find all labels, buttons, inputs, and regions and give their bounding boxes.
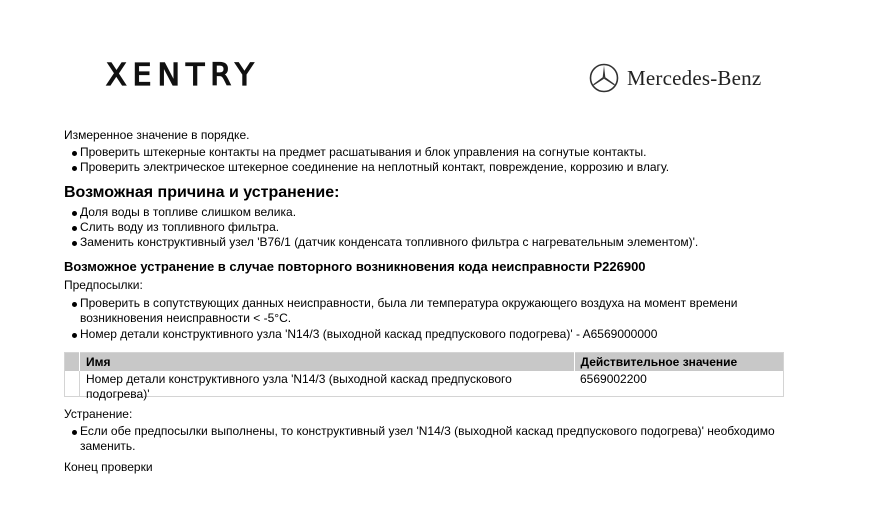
mercedes-benz-logo bbox=[589, 62, 761, 94]
fix-label: Устранение: bbox=[64, 407, 133, 421]
table-header-row bbox=[65, 353, 784, 372]
diagnostic-content bbox=[64, 128, 794, 475]
brand-name: Mercedes-Benz bbox=[627, 66, 762, 90]
cause-heading: Возможная причина и устранение: bbox=[64, 184, 340, 201]
row-gutter-header bbox=[65, 353, 80, 372]
mercedes-star-icon bbox=[589, 63, 619, 93]
cause-list bbox=[64, 205, 794, 250]
end-of-check-text: Конец проверки bbox=[64, 460, 153, 474]
list-item: Если обе предпосылки выполнены, то конструктивный узел 'N14/3 (выходной каскад предпускового подогрева)' необходимо заменить. bbox=[64, 424, 794, 454]
column-header-name: Имя bbox=[80, 353, 575, 372]
row-gutter[interactable] bbox=[65, 371, 80, 397]
check-list bbox=[64, 145, 794, 175]
recurrence-heading: Возможное устранение в случае повторного возникновения кода неисправности P226900 bbox=[64, 259, 646, 274]
cell-text: Номер детали конструктивного узла 'N14/3 (выходной каскад предпускового подогрева)' bbox=[86, 372, 512, 401]
prereq-list bbox=[64, 296, 794, 342]
list-item: Номер детали конструктивного узла 'N14/3 (выходной каскад предпускового подогрева)' - A6569000000 bbox=[64, 327, 794, 342]
table-cell-value: 6569002200 bbox=[580, 372, 647, 386]
table-row[interactable] bbox=[65, 371, 784, 397]
table-cell-name bbox=[80, 371, 575, 401]
list-item: Проверить в сопутствующих данных неисправности, была ли температура окружающего воздуха на момент времени возникновения неисправности < -5°C. bbox=[64, 296, 794, 326]
list-item: Проверить электрическое штекерное соединение на неплотный контакт, повреждение, коррозию и влагу. bbox=[64, 160, 794, 175]
fix-list bbox=[64, 424, 794, 454]
document-header bbox=[0, 0, 870, 110]
xentry-logo: XENTRY bbox=[106, 58, 260, 93]
list-item: Заменить конструктивный узел 'B76/1 (датчик конденсата топливного фильтра с нагревательным элементом)'. bbox=[64, 235, 794, 250]
prereq-label: Предпосылки: bbox=[64, 278, 143, 292]
column-header-value: Действительное значение bbox=[574, 353, 784, 372]
list-item: Доля воды в топливе слишком велика. bbox=[64, 205, 794, 220]
list-item: Слить воду из топливного фильтра. bbox=[64, 220, 794, 235]
actual-values-table bbox=[64, 352, 784, 401]
list-item: Проверить штекерные контакты на предмет расшатывания и блок управления на согнутые контакты. bbox=[64, 145, 794, 160]
measured-ok-text: Измеренное значение в порядке. bbox=[64, 128, 250, 142]
